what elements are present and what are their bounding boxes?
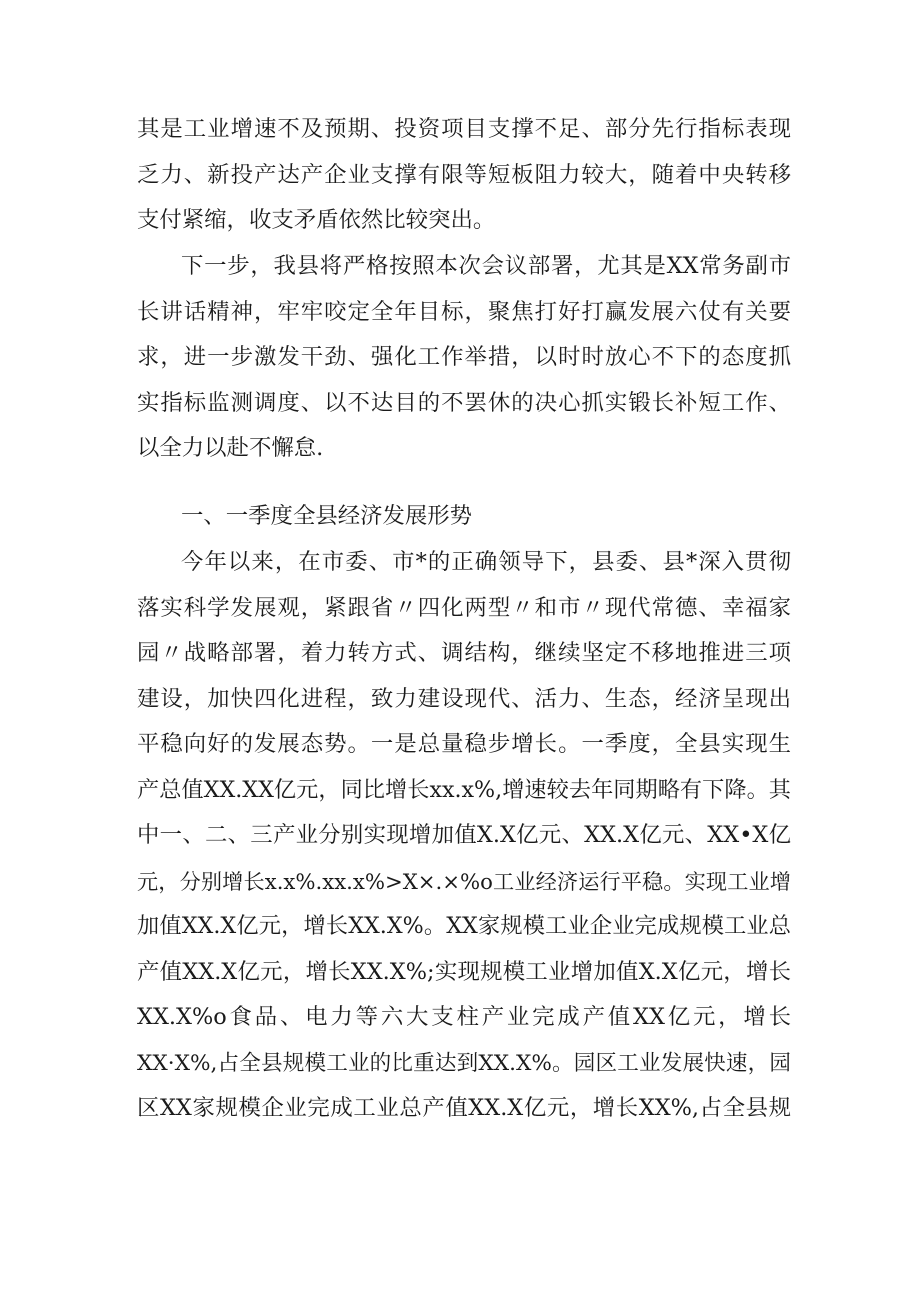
text-line: 今年以来，在市委、市*的正确领导下，县委、县*深入贯彻 [181, 549, 791, 575]
text-line: 产总值XX.XX亿元，同比增长xx.x%,增速较去年同期略有下降。其 [137, 776, 791, 803]
text-line: 乏力、新投产达产企业支撑有限等短板阻力较大，随着中央转移 [137, 161, 791, 188]
text-line: 其是工业增速不及预期、投资项目支撑不足、部分先行指标表现 [137, 116, 791, 142]
text-line: 落实科学发展观，紧跟省〃四化两型〃和市〃现代常德、幸福家 [137, 594, 791, 621]
section-heading [137, 494, 791, 540]
text-line: 中一、二、三产业分别实现增加值X.X亿元、XX.X亿元、XX•X亿 [137, 822, 791, 848]
text-line: 区XX家规模企业完成工业总产值XX.X亿元，增长XX%,占全县规 [137, 1095, 791, 1121]
text-line: 实指标监测调度、以不达目的不罢休的决心抓实锻长补短工作、 [137, 389, 791, 416]
text-line: 平稳向好的发展态势。一是总量稳步增长。一季度，全县实现生 [137, 731, 791, 757]
text-line: 以全力以赴不懈怠. [137, 435, 324, 461]
text-line: 元，分别增长x.x%.xx.x%>X×.×%o工业经济运行平稳。实现工业增 [137, 868, 791, 894]
text-line: 产值XX.X亿元，增长XX.X%;实现规模工业增加值X.X亿元，增长 [137, 958, 791, 985]
paragraph-continuation [137, 107, 791, 244]
paragraph-next-steps [137, 244, 791, 472]
text-line: XX.X%o食品、电力等六大支柱产业完成产值XX亿元，增长 [137, 1004, 791, 1030]
text-line: 建设，加快四化进程，致力建设现代、活力、生态，经济呈现出 [137, 685, 791, 712]
text-line: 加值XX.X亿元，增长XX.X%。XX家规模工业企业完成规模工业总 [137, 913, 791, 939]
text-line: 长讲话精神，牢牢咬定全年目标，聚焦打好打赢发展六仗有关要 [137, 298, 791, 325]
text-line: 下一步，我县将严格按照本次会议部署，尤其是XX常务副市 [181, 253, 791, 279]
paragraph-economic-situation [137, 540, 791, 1132]
section-heading-text: 一、一季度全县经济发展形势 [181, 503, 473, 529]
text-line: 支付紧缩，收支矛盾依然比较突出。 [137, 207, 496, 233]
text-line: 园〃战略部署，着力转方式、调结构，继续坚定不移地推进三项 [137, 640, 791, 666]
text-line: 求，进一步激发干劲、强化工作举措，以时时放心不下的态度抓 [137, 344, 791, 370]
text-line: XX·X%,占全县规模工业的比重达到XX.X%。园区工业发展快速，园 [137, 1050, 791, 1076]
